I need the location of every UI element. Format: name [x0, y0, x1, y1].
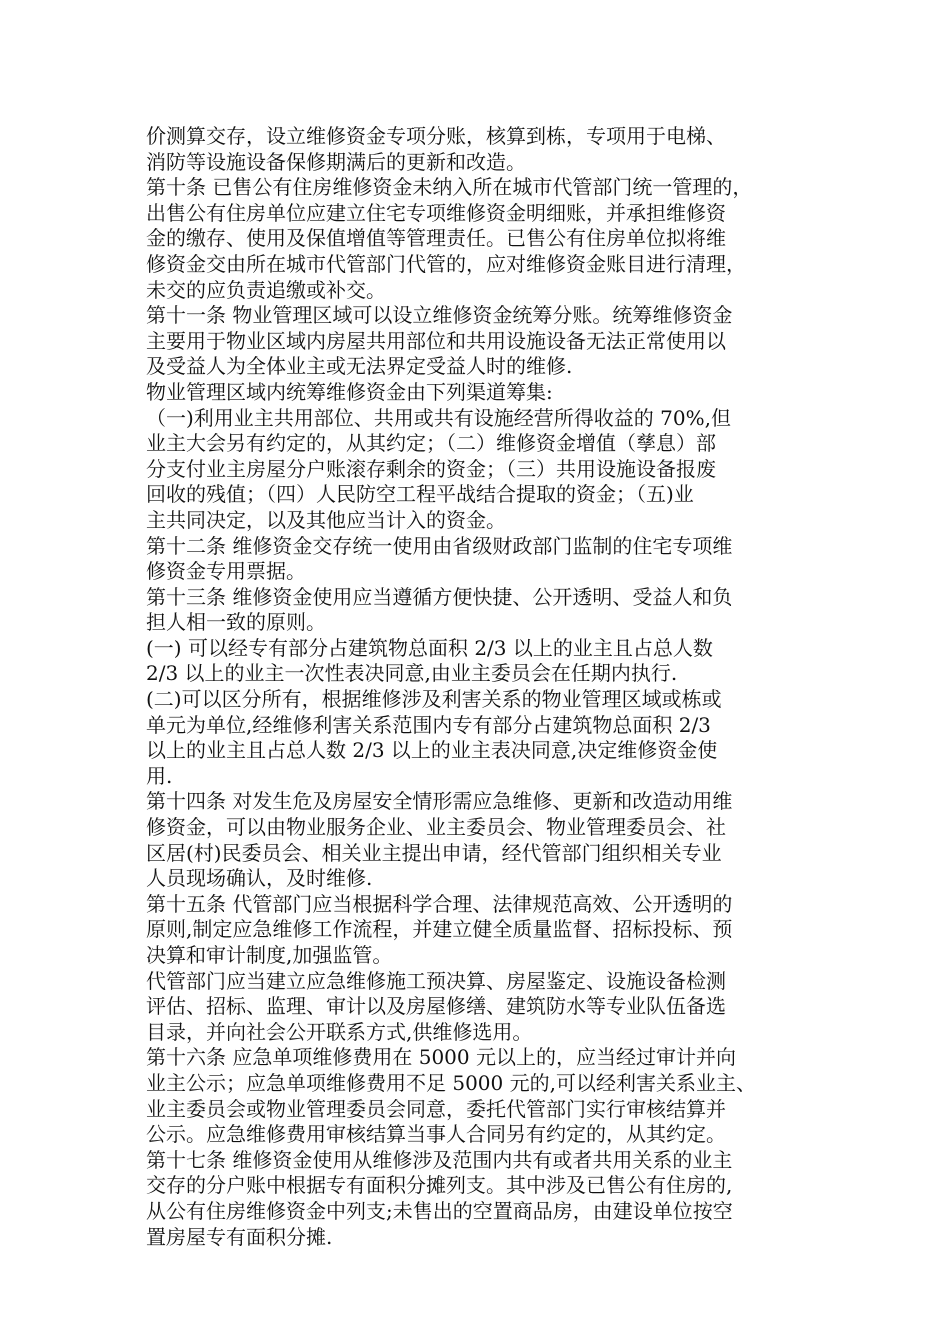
text-line: 2/3 以上的业主一次性表决同意,由业主委员会在任期内执行. [146, 661, 678, 686]
text-line: 第十四条 对发生危及房屋安全情形需应急维修、更新和改造动用维 [146, 789, 733, 814]
text-line: (二)可以区分所有，根据维修涉及利害关系的物业管理区域或栋或 [146, 687, 722, 712]
text-line: 第十一条 物业管理区域可以设立维修资金统筹分账。统筹维修资金 [146, 303, 733, 328]
text-line: 修资金，可以由物业服务企业、业主委员会、物业管理委员会、社 [146, 815, 726, 840]
text-line: 第十二条 维修资金交存统一使用由省级财政部门监制的住宅专项维 [146, 533, 733, 558]
text-line: 人员现场确认，及时维修. [146, 866, 373, 891]
text-line: 业主公示；应急单项维修费用不足 5000 元的,可以经利害关系业主、 [146, 1070, 756, 1095]
text-line: 主共同决定，以及其他应当计入的资金。 [146, 507, 506, 532]
text-line: 公示。应急维修费用审核结算当事人合同另有约定的，从其约定。 [146, 1122, 726, 1147]
text-line: 决算和审计制度,加强监管。 [146, 943, 393, 967]
text-line: 担人相一致的原则。 [146, 610, 326, 635]
text-line: 第十七条 维修资金使用从维修涉及范围内共有或者共用关系的业主 [146, 1147, 733, 1172]
text-line: 交存的分户账中根据专有面积分摊列支。其中涉及已售公有住房的, [146, 1173, 733, 1198]
text-line: 出售公有住房单位应建立住宅专项维修资金明细账，并承担维修资 [146, 200, 726, 225]
text-line: 第十六条 应急单项维修费用在 5000 元以上的，应当经过审计并向 [146, 1045, 736, 1070]
text-line: 第十五条 代管部门应当根据科学合理、法律规范高效、公开透明的 [146, 891, 733, 916]
text-line: (一) 可以经专有部分占建筑物总面积 2/3 以上的业主且占总人数 [146, 635, 713, 660]
text-line: 目录，并向社会公开联系方式,供维修选用。 [146, 1019, 533, 1044]
text-line: 业主委员会或物业管理委员会同意，委托代管部门实行审核结算并 [146, 1096, 726, 1121]
document-body [146, 124, 826, 1250]
text-line: 第十条 已售公有住房维修资金未纳入所在城市代管部门统一管理的， [146, 175, 753, 200]
text-line: 以上的业主且占总人数 2/3 以上的业主表决同意,决定维修资金使 [146, 738, 718, 763]
text-line: 原则,制定应急维修工作流程，并建立健全质量监督、招标投标、预 [146, 917, 733, 942]
text-line: 及受益人为全体业主或无法界定受益人时的维修. [146, 354, 573, 379]
text-line: 置房屋专有面积分摊. [146, 1224, 333, 1249]
text-line: 修资金专用票据。 [146, 559, 306, 584]
text-line: 第十三条 维修资金使用应当遵循方便快捷、公开透明、受益人和负 [146, 584, 733, 609]
text-line: 未交的应负责追缴或补交。 [146, 277, 386, 302]
text-line: 用. [146, 763, 173, 788]
text-line: 消防等设施设备保修期满后的更新和改造。 [146, 149, 526, 174]
text-line: 回收的残值；（四）人民防空工程平战结合提取的资金；（五)业 [146, 482, 694, 507]
text-line: 从公有住房维修资金中列支;未售出的空置商品房，由建设单位按空 [146, 1198, 733, 1223]
text-line: 修资金交由所在城市代管部门代管的，应对维修资金账目进行清理， [146, 251, 746, 276]
text-line: 主要用于物业区域内房屋共用部位和共用设施设备无法正常使用以 [146, 328, 726, 353]
text-line: 物业管理区域内统筹维修资金由下列渠道筹集: [146, 379, 553, 404]
text-line: 单元为单位,经维修利害关系范围内专有部分占建筑物总面积 2/3 [146, 712, 711, 737]
text-line: 代管部门应当建立应急维修施工预决算、房屋鉴定、设施设备检测 [146, 968, 726, 993]
text-line: 分支付业主房屋分户账滚存剩余的资金；（三）共用设施设备报废 [146, 456, 716, 481]
text-line: 评估、招标、监理、审计以及房屋修缮、建筑防水等专业队伍备选 [146, 994, 726, 1019]
text-line: 业主大会另有约定的，从其约定；（二）维修资金增值（孳息）部 [146, 431, 716, 456]
text-line: 金的缴存、使用及保值增值等管理责任。已售公有住房单位拟将维 [146, 226, 726, 251]
text-line: 价测算交存，设立维修资金专项分账，核算到栋，专项用于电梯、 [146, 124, 726, 148]
text-line: 区居(村)民委员会、相关业主提出申请，经代管部门组织相关专业 [146, 840, 722, 865]
text-line: （一)利用业主共用部位、共用或共有设施经营所得收益的 70%,但 [146, 405, 731, 430]
